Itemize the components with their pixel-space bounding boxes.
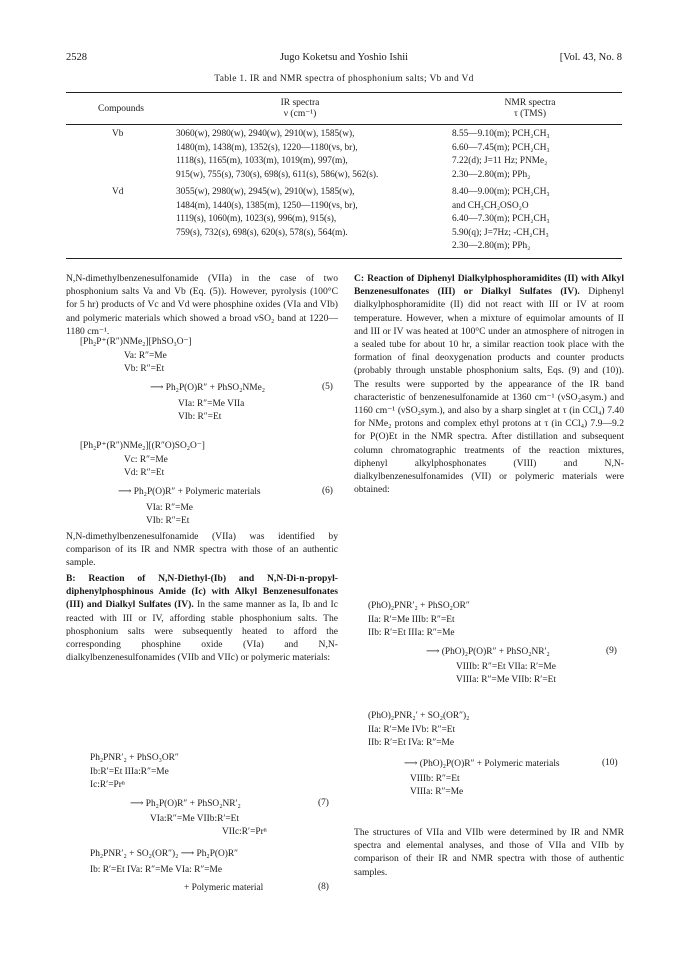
ir-line: 1119(s), 1060(m), 1023(s), 996(m), 915(s), (176, 214, 337, 224)
equation-line: IIa: R′=Me IVb: R″=Et (368, 725, 456, 735)
equation-line: VIb: R″=Et (178, 412, 222, 422)
equation-line: ⟶ (PhO)₂P(O)R″ + PhSO₂NR′₂ (426, 647, 550, 657)
equation-line: VIa: R″=Me (146, 503, 193, 513)
nmr-line: 8.55—9.10(m); PCH₂CH₃ (452, 129, 550, 139)
ir-line: 1118(s), 1165(m), 1033(m), 1019(m), 997(m), (176, 156, 348, 166)
section-heading-b: B: Reaction of N,N-Diethyl-(Ib) and N,N-Di-n-propyl-diphenylphosphinous Amide (Ic) with Alkyl Benzenesulfonates (III) and Dialkyl Sulfates (IV). (66, 573, 338, 611)
ir-line: 915(w), 755(s), 730(s), 698(s), 611(s), 586(w), 562(s). (176, 169, 379, 180)
nmr-line: 6.40—7.30(m); PCH₂CH₃ (452, 214, 550, 224)
equation-line: Ph₂PNR′₂ + SO₂(OR″)₂ ⟶ Ph₂P(O)R″ (90, 849, 239, 859)
equation-line: IIa: R′=Me IIIb: R″=Et (368, 615, 455, 625)
equation-line: Vc: R″=Me (124, 455, 168, 465)
equation-line: VIIIb: R″=Et VIIa: R′=Me (456, 662, 556, 672)
nmr-line: 8.40—9.00(m); PCH₂CH₃ (452, 187, 550, 197)
page-number: 2528 (66, 52, 87, 63)
equation-number: (7) (318, 798, 329, 808)
equation-line: Va: R″=Me (124, 351, 167, 361)
left-paragraph-3 (66, 572, 338, 664)
ir-line: 3060(w), 2980(w), 2940(w), 2910(w), 1585(w), (176, 129, 355, 139)
table-row-nmr (452, 186, 550, 254)
equation-line: Ic:R′=Prⁿ (90, 780, 125, 790)
ir-line: 1480(m), 1438(m), 1352(s), 1220—1180(vs, br), (176, 142, 358, 153)
table-head-ir-unit: ν (cm⁻¹) (283, 109, 317, 119)
equation-line: ⟶ Ph₂P(O)R″ + PhSO₂NR′₂ (130, 799, 241, 809)
equation-line: ⟶ (PhO)₂P(O)R″ + Polymeric materials (404, 759, 560, 769)
table-head-nmr (440, 98, 620, 120)
nmr-line: and CH₃CH₂OSO₂O (452, 200, 529, 211)
table-row-ir (176, 128, 378, 182)
ir-line: 3055(w), 2980(w), 2945(w), 2910(w), 1585(w), (176, 187, 355, 197)
equation-number: (9) (606, 646, 617, 656)
equation-line: IIb: R′=Et IVa: R″=Me (368, 738, 455, 748)
equation-line: ⟶ Ph₂P(O)R″ + PhSO₂NMe₂ (150, 383, 266, 393)
equation-number: (6) (322, 486, 333, 496)
table-top-rule (66, 92, 622, 93)
table-compound: Vd (112, 187, 124, 197)
section-b-body: In the same manner as Ia, Ib and Ic reacted with III or IV, affording stable phosphonium salts. The phosphonium salts were subsequently heated to afford the corresponding phosphine oxide (VIa) and N,N-dialkylbenzenesulfonamides (VIIb and VIIc) or polymeric materials: (66, 599, 338, 664)
equation-line: [Ph₂P⁺(R″)NMe₂][(R″O)SO₂O⁻] (80, 441, 205, 451)
nmr-line: 2.30—2.80(m); PPh₂ (452, 169, 531, 180)
table-row-ir (176, 186, 358, 240)
equation-line: ⟶ Ph₂P(O)R″ + Polymeric materials (118, 487, 261, 497)
nmr-line: 2.30—2.80(m); PPh₂ (452, 241, 531, 251)
nmr-line: 7.22(d); J=11 Hz; PNMe₂ (452, 156, 548, 166)
table-row-nmr (452, 128, 550, 182)
equation-number: (10) (602, 758, 618, 768)
equation-line: VIb: R″=Et (146, 516, 190, 526)
equation-line: [Ph₂P⁺(R″)NMe₂][PhSO₃O⁻] (80, 337, 192, 347)
table-bottom-rule (66, 258, 622, 259)
equation-line: + Polymeric material (184, 883, 264, 893)
running-header (66, 52, 622, 66)
equation-line: VIIIb: R″=Et (410, 774, 460, 784)
equation-line: Vd: R″=Et (124, 468, 165, 478)
left-paragraph-2: N,N-dimethylbenzenesulfonamide (VIIa) was identified by comparison of its IR and NMR spectra with those of an authentic sample. (66, 531, 338, 569)
equation-number: (8) (318, 882, 329, 892)
equation-line: (PhO)₂PNR₂′ + SO₂(OR″)₂ (368, 711, 470, 721)
left-paragraph-1: N,N-dimethylbenzenesulfonamide (VIIa) in the case of two phosphonium salts Va and Vb (Eq. (5)). However, pyrolysis (100°C for 5 hr) products of Vc and Vd were phosphine oxides (VIa and VIb) and polymeric materials which showed a broad νSO₂ band at 1220—1180 cm⁻¹. (66, 273, 338, 337)
equation-line: (PhO)₂PNR′₂ + PhSO₂OR″ (368, 601, 470, 611)
equation-line: IIb: R′=Et IIIa: R″=Me (368, 628, 455, 638)
table-head-nmr-title: NMR spectra (504, 98, 556, 108)
nmr-line: 5.90(q); J=7Hz; -CH₂CH₃ (452, 227, 549, 238)
table-head-ir-title: IR spectra (280, 98, 320, 108)
equation-line: Ib:R′=Et IIIa:R″=Me (90, 767, 169, 777)
equation-line: Vb: R″=Et (124, 364, 165, 374)
equation-line: VIIc:R′=Prⁿ (222, 827, 267, 837)
ir-line: 1484(m), 1440(s), 1385(m), 1250—1190(vs, br), (176, 200, 358, 211)
ir-line: 759(s), 732(s), 698(s), 620(s), 578(s), 564(m). (176, 227, 348, 238)
table-head-nmr-unit: τ (TMS) (513, 109, 547, 119)
equation-number: (5) (322, 382, 333, 392)
nmr-line: 6.60—7.45(m); PCH₂CH₃ (452, 142, 550, 153)
right-paragraph-2: The structures of VIIa and VIIb were determined by IR and NMR spectra and elemental analyses, and those of VIIa and VIIb by comparison of their IR and NMR spectra with those of authentic samples. (354, 827, 624, 878)
right-paragraph-1 (354, 272, 624, 496)
volume-info: [Vol. 43, No. 8 (559, 52, 622, 63)
table-head-rule (66, 124, 622, 125)
table-head-compounds: Compounds (98, 104, 144, 114)
equation-line: Ph₂PNR′₂ + PhSO₃OR″ (90, 753, 179, 763)
equation-line: VIIIa: R″=Me VIIb: R′=Et (456, 675, 556, 685)
equation-line: Ib: R′=Et IVa: R″=Me VIa: R″=Me (90, 865, 223, 875)
table-caption: Table 1. IR and NMR spectra of phosphonium salts; Vb and Vd (214, 74, 474, 84)
section-c-body: Diphenyl dialkylphosphoramidite (II) did not react with III or IV at room temperature. However, when a mixture of equimolar amounts of II and III or IV was heated at 100°C under an atmosphere of nitrogen in a sealed tube for about 10 hr, a similar reaction took place with the formation of final deoxygenation products and counter products (probably through unstable phosphonium salts, Eqs. (9) and (10)). The results were supported by the appearance of the IR band characteristic of benzenesulfonamide at 1360 cm⁻¹ (νSO₂asym.) and 1160 cm⁻¹ (νSO₂sym.), and also by a sharp singlet at τ (in CCl₄) 7.40 for NMe₂ protons and complex ethyl protons at τ (in CCl₄) 7.9—9.2 for P(O)Et in the NMR spectra. After distillation and subsequent column chromatographic treatments of the reaction mixtures, diphenyl alkylphosphonates (VIII) and N,N-dialkylbenzenesulfonamides (VII) or polymeric materials were obtained: (354, 286, 624, 496)
authors: Jugo Koketsu and Yoshio Ishii (279, 52, 409, 63)
table-head-ir (200, 98, 400, 120)
table-compound: Vb (112, 129, 124, 139)
equation-line: VIa:R″=Me VIIb:R′=Et (150, 814, 240, 824)
section-heading-c: C: Reaction of Diphenyl Dialkylphosphoramidites (II) with Alkyl Benzenesulfonates (III) or Dialkyl Sulfates (IV). (354, 273, 624, 298)
equation-line: VIa: R″=Me VIIa (178, 399, 245, 409)
equation-line: VIIIa: R″=Me (410, 787, 464, 797)
